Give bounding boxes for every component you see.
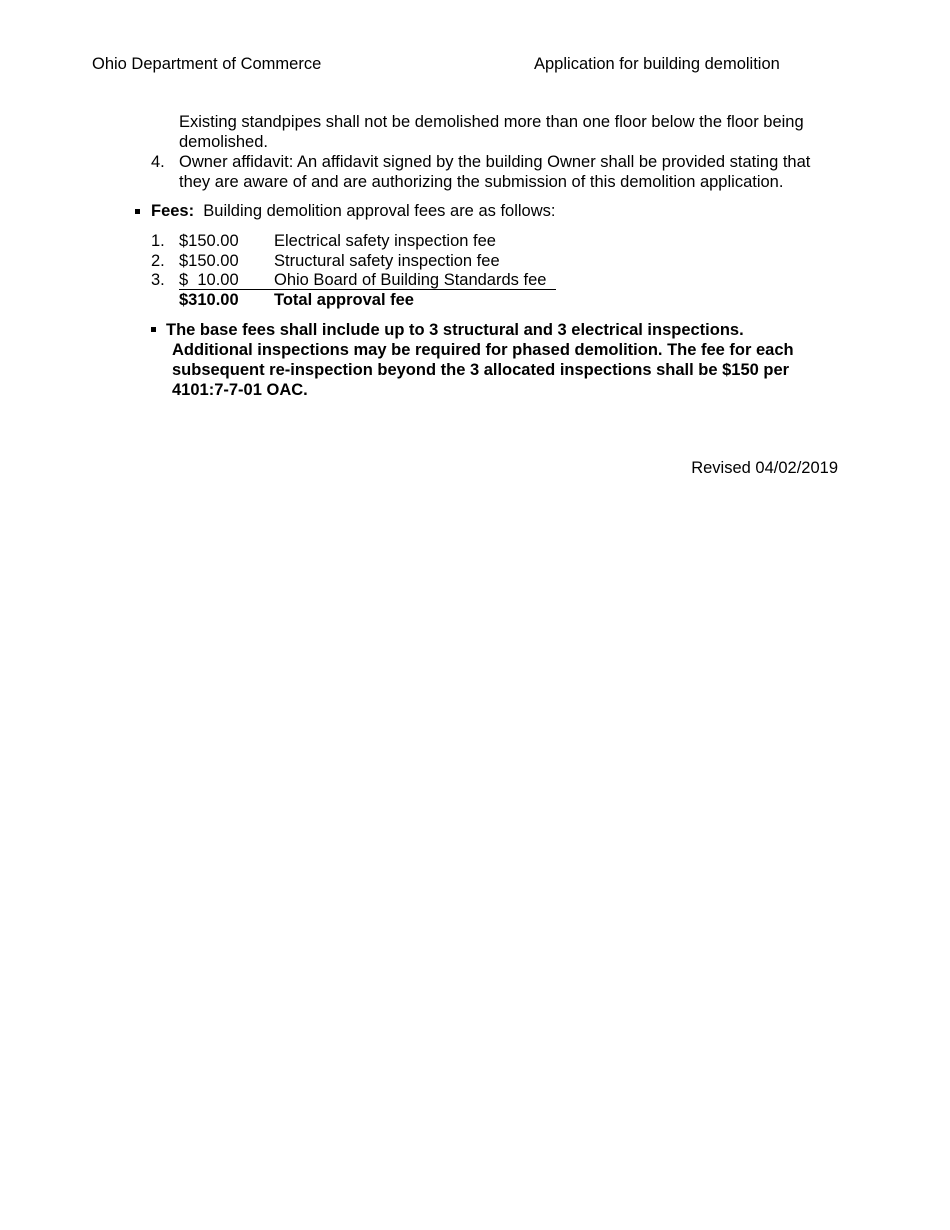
fee-row — [151, 270, 571, 290]
fee-row — [151, 251, 571, 271]
fee-number: 2. — [151, 252, 165, 270]
fee-amount: $150.00 — [179, 232, 239, 250]
item-4-number: 4. — [151, 153, 165, 171]
item-4-line-1: Owner affidavit: An affidavit signed by the building Owner shall be provided stating that — [179, 153, 811, 171]
fee-amount: $150.00 — [179, 252, 239, 270]
fees-intro: Building demolition approval fees are as follows: — [203, 202, 556, 220]
fee-number: 3. — [151, 271, 165, 289]
fees-label: Fees: — [151, 202, 195, 220]
fees-heading — [151, 201, 555, 221]
continuation-paragraph — [179, 112, 804, 152]
note-line-3: subsequent re-inspection beyond the 3 allocated inspections shall be $150 per — [172, 361, 790, 379]
fee-amount: $ 10.00 — [179, 271, 239, 289]
note-bullet-icon — [151, 327, 156, 332]
inspection-note — [166, 320, 846, 400]
item-4-text — [179, 152, 810, 192]
fee-number: 1. — [151, 232, 165, 250]
fee-description: Ohio Board of Building Standards fee — [274, 271, 547, 289]
header-left-title: Ohio Department of Commerce — [92, 55, 322, 73]
continuation-line-1: Existing standpipes shall not be demolished more than one floor below the floor being — [179, 113, 804, 131]
fees-bullet-icon — [135, 209, 140, 214]
fee-total-description: Total approval fee — [274, 291, 414, 309]
note-line-1: The base fees shall include up to 3 structural and 3 electrical inspections. — [166, 321, 744, 339]
fee-description: Electrical safety inspection fee — [274, 232, 496, 250]
fee-description: Structural safety inspection fee — [274, 252, 500, 270]
item-4-line-2: they are aware of and are authorizing the submission of this demolition application. — [179, 173, 784, 191]
note-line-4: 4101:7-7-01 OAC. — [172, 381, 308, 399]
fee-total-amount: $310.00 — [179, 291, 239, 309]
note-line-2: Additional inspections may be required for phased demolition. The fee for each — [172, 341, 794, 359]
revised-date: Revised 04/02/2019 — [691, 459, 838, 477]
header-right-title: Application for building demolition — [534, 55, 780, 73]
fee-row — [151, 231, 571, 251]
fee-total-row — [151, 290, 571, 310]
continuation-line-2: demolished. — [179, 133, 268, 151]
